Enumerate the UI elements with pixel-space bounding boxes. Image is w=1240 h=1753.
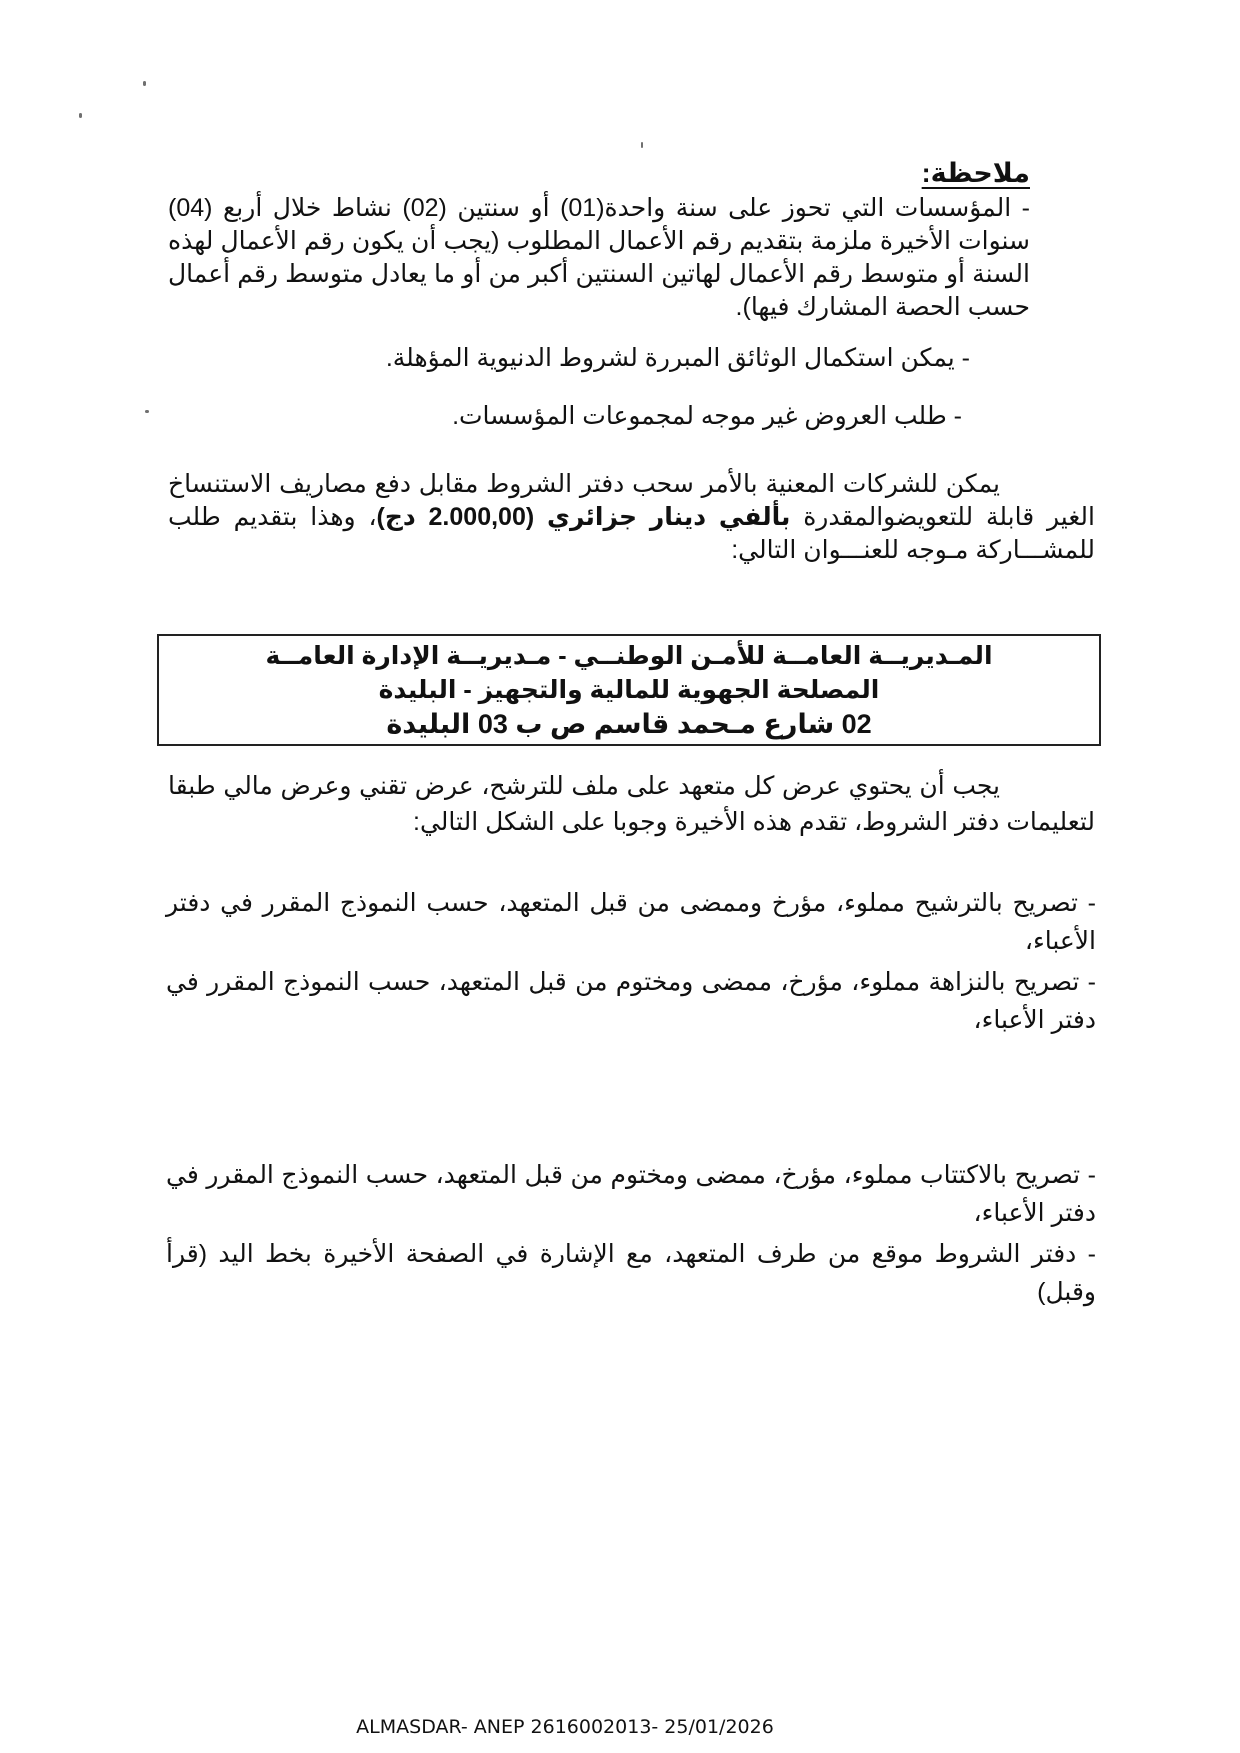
note-item-1 <box>168 192 1030 324</box>
scan-speck <box>79 113 82 118</box>
list-item <box>166 884 1096 960</box>
scan-speck <box>143 81 146 86</box>
list-item-text: - تصريح بالاكتتاب مملوء، مؤرخ، ممضى ومختوم من قبل المتعهد، حسب النموذج المقرر في دفتر الأعباء، <box>166 1161 1096 1227</box>
withdrawal-text-after: ، وهذا بتقديم طلب للمشـــاركة مـوجه للعنـــوان التالي: <box>168 503 1095 564</box>
footer-reference: ALMASDAR- ANEP 2616002013- 25/01/2026 <box>356 1716 774 1738</box>
address-line-1: المـديريــة العامــة للأمـن الوطنــي - مـديريــة الإدارة العامــة <box>265 642 993 670</box>
note-item-text: - المؤسسات التي تحوز على سنة واحدة(01) أو سنتين (02) نشاط خلال أربع (04) سنوات الأخيرة ملزمة بتقديم رقم الأعمال المطلوب (يجب أن يكون رقم الأعمال لهذه السنة أو متوسط رقم الأعمال لهاتين السنتين أكبر من أو ما يعادل متوسط رقم أعمال حسب الحصة المشارك فيها). <box>168 194 1030 321</box>
withdrawal-paragraph <box>168 468 1095 567</box>
offer-intro-paragraph <box>168 768 1095 840</box>
withdrawal-amount: بألفي دينار جزائري (2.000,00 دج) <box>376 503 791 531</box>
list-item-text: - تصريح بالترشيح مملوء، مؤرخ وممضى من قبل المتعهد، حسب النموذج المقرر في دفتر الأعباء، <box>166 889 1096 955</box>
address-line-2: المصلحة الجهوية للمالية والتجهيز - البليدة <box>378 676 880 704</box>
note-item-2 <box>386 342 970 375</box>
withdrawal-text: يمكن للشركات المعنية بالأمر سحب دفتر الشروط مقابل دفع مصاريف الاستنساخ الغير قابلة للتعويضوالمقدرة <box>168 470 1095 531</box>
list-item-text: - تصريح بالنزاهة مملوء، مؤرخ، ممضى ومختوم من قبل المتعهد، حسب النموذج المقرر في دفتر الأعباء، <box>166 968 1097 1034</box>
list-item <box>166 1235 1096 1311</box>
scan-speck <box>145 410 149 413</box>
address-box <box>157 634 1101 746</box>
offer-intro-text: يجب أن يحتوي عرض كل متعهد على ملف للترشح، عرض تقني وعرض مالي طبقا لتعليمات دفتر الشروط، تقدم هذه الأخيرة وجوبا على الشكل التالي: <box>168 772 1095 836</box>
note-item-3 <box>452 400 962 433</box>
list-item <box>166 963 1096 1039</box>
scan-speck <box>641 142 643 148</box>
note-item-text: - يمكن استكمال الوثائق المبررة لشروط الدنيوية المؤهلة. <box>385 344 970 372</box>
address-line-3: 02 شارع مـحمد قاسم ص ب 03 البليدة <box>386 709 872 739</box>
list-item-text: - دفتر الشروط موقع من طرف المتعهد، مع الإشارة في الصفحة الأخيرة بخط اليد (قرأ وقبل) <box>166 1240 1096 1306</box>
note-item-text: - طلب العروض غير موجه لمجموعات المؤسسات. <box>452 402 962 430</box>
list-item <box>166 1156 1096 1232</box>
note-heading: ملاحظة: <box>921 158 1030 188</box>
